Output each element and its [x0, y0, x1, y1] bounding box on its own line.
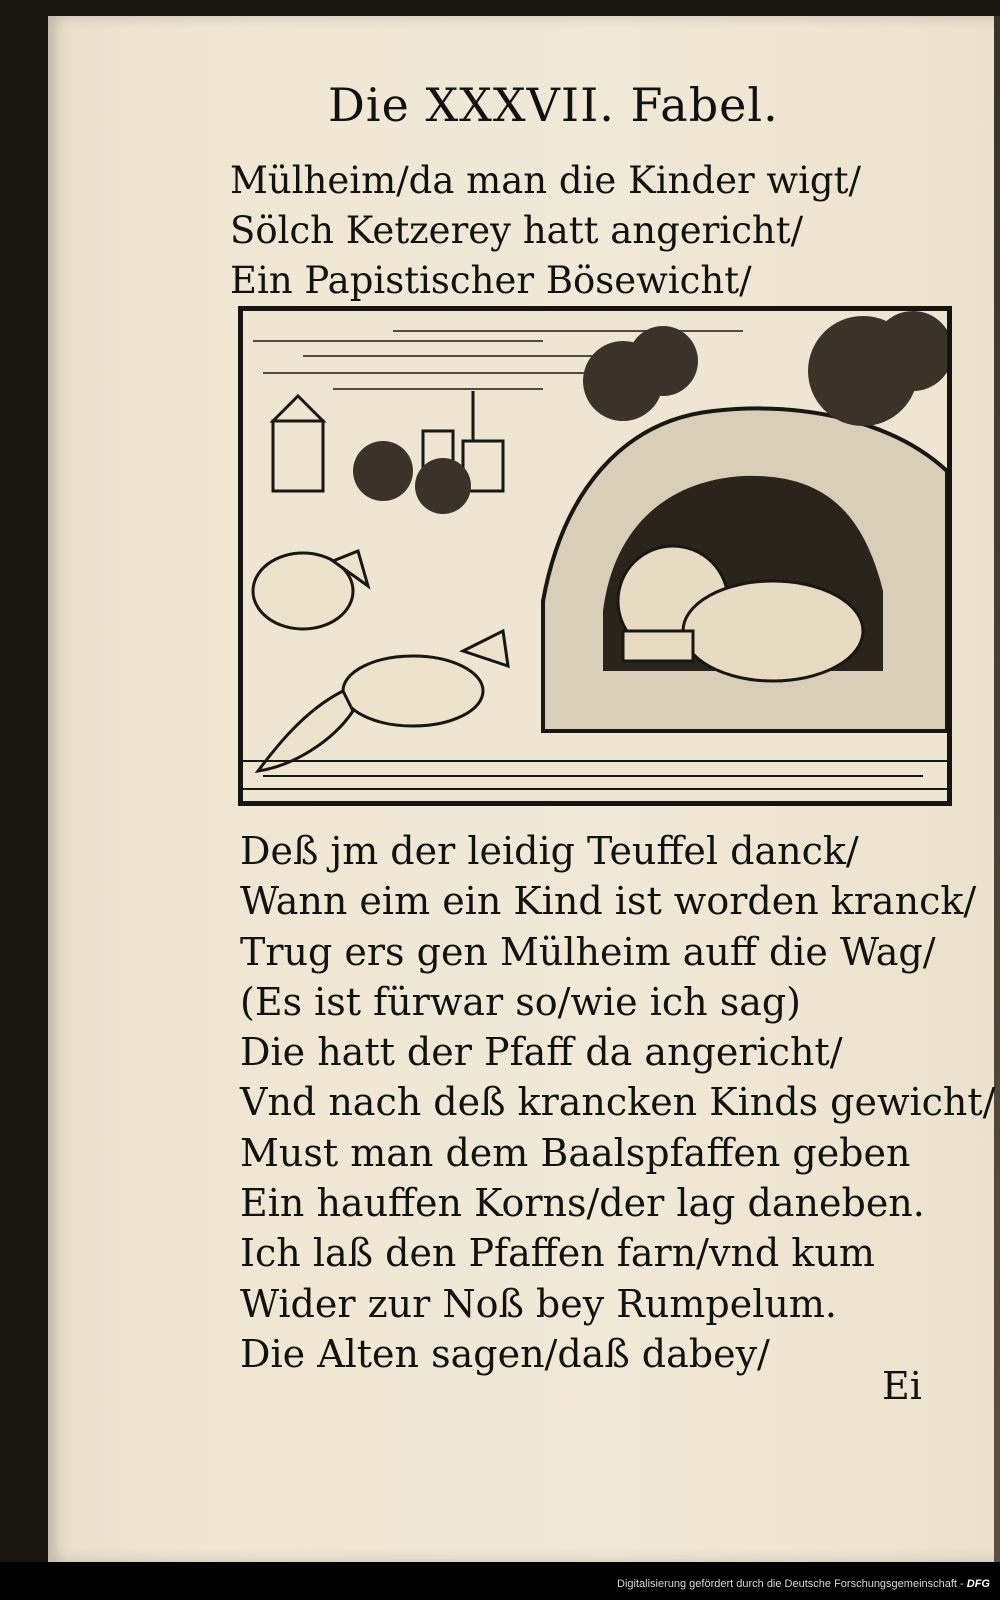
verse-line: Trug ers gen Mülheim auff die Wag/	[240, 929, 936, 974]
verse-line: Wider zur Noß bey Rumpelum.	[240, 1281, 837, 1326]
credit-text: Digitalisierung gefördert durch die Deutsche Forschungsgemeinschaft -	[617, 1578, 964, 1590]
verse-line: Sölch Ketzerey hatt angericht/	[230, 209, 804, 252]
fox-and-lion-woodcut	[243, 311, 947, 801]
verse-line: Die hatt der Pfaff da angericht/	[240, 1030, 843, 1075]
verse-line: Die Alten sagen/daß dabey/	[240, 1331, 770, 1376]
verse-line: Ein hauffen Korns/der lag daneben.	[240, 1181, 925, 1226]
top-verse	[230, 156, 861, 306]
verse-line: Ich laß den Pfaffen farn/vnd kum	[240, 1231, 875, 1276]
verse-line: Ein Papistischer Bösewicht/	[230, 259, 752, 302]
verse-line: (Es ist fürwar so/wie ich sag)	[240, 979, 802, 1024]
verse-line: Wann eim ein Kind ist worden kranck/	[240, 879, 977, 924]
verse-line: Must man dem Baalspfaffen geben	[240, 1130, 911, 1175]
verse-line: Vnd nach deß krancken Kinds gewicht/	[240, 1080, 996, 1125]
verse-line: Deß jm der leidig Teuffel danck/	[240, 829, 859, 873]
footer-credit	[617, 1578, 990, 1590]
bottom-verse	[240, 826, 995, 1379]
footer-bar	[0, 1562, 1000, 1600]
fable-heading: Die XXXVII. Fabel.	[328, 78, 779, 132]
woodcut-illustration	[238, 306, 952, 806]
verse-line: Mülheim/da man die Kinder wigt/	[230, 159, 861, 202]
catchword: Ei	[882, 1364, 922, 1408]
dfg-logo: DFG	[966, 1578, 990, 1590]
